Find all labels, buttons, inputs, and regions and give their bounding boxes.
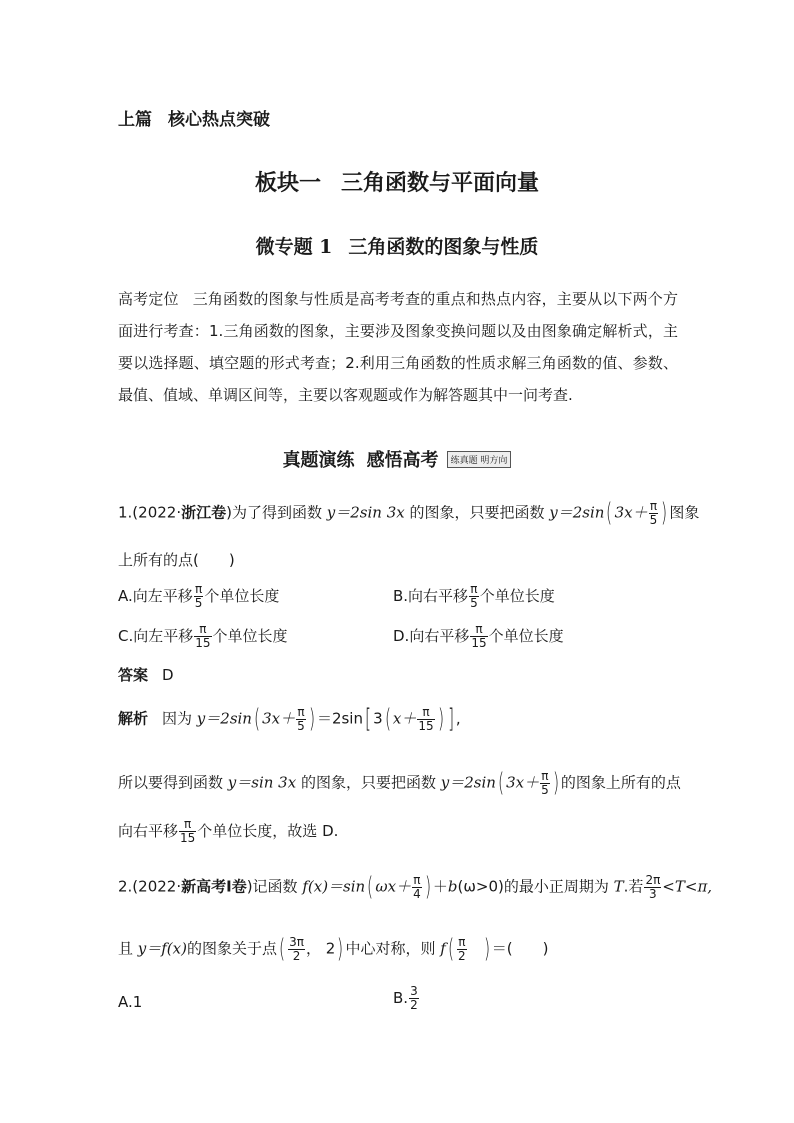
part-label: 上篇: [118, 110, 152, 130]
q1-source: 浙江卷: [181, 503, 227, 522]
answer-label: 答案: [118, 666, 149, 684]
positioning-text: 三角函数的图象与性质是高考考查的重点和热点内容，主要从以下两个方面进行考查：1.三角函数的图象，主要涉及图象变换问题以及由图象确定解析式，主要以选择题、填空题的形式考查；2.利用三角函数的性质求解三角函数的值、参数、最值、值域、单调区间等，主要以客观题或作为解答题其中一问考查.: [118, 290, 678, 404]
analysis-label: 解析: [118, 709, 149, 728]
q1-stem-line1: 1.(2022·浙江卷)为了得到函数 y＝2sin 3x 的图象，只要把函数 y＝2sin( 3x＋ $\frac{\pi}{5}$ ) 图象: [118, 498, 700, 528]
q1-option-d: D.向右平移 $\frac{\pi}{15}$ 个单位长度: [393, 622, 564, 650]
answer-value: D: [162, 666, 174, 684]
q1-option-b: B.向右平移 $\frac{\pi}{5}$ 个单位长度: [393, 582, 555, 610]
part-title: 核心热点突破: [168, 110, 270, 130]
q1-option-c: C.向左平移 $\frac{\pi}{15}$ 个单位长度: [118, 622, 288, 650]
q1-option-a: A.向左平移 $\frac{\pi}{5}$ 个单位长度: [118, 582, 280, 610]
topic-label: 微专题 1: [255, 236, 333, 258]
banner-main-b: 感悟高考: [366, 450, 439, 471]
topic-title: [0, 232, 794, 259]
q1-fn1: y＝2sin 3x: [326, 503, 405, 522]
q1-analysis-line2: 所以要得到函数 y＝sin 3x 的图象，只要把函数 y＝2sin( 3x＋ $\frac{\pi}{5}$ ) 的图象上所有的点: [118, 768, 681, 798]
exam-positioning: [118, 283, 678, 411]
q1-analysis-line3: 向右平移 $\frac{\pi}{15}$ 个单位长度，故选 D.: [118, 817, 339, 845]
section-banner: [0, 446, 794, 472]
block-name: 三角函数与平面向量: [341, 171, 540, 196]
q2-source: 新高考Ⅰ卷: [181, 877, 247, 896]
q1-answer: [118, 664, 174, 685]
q1-prefix: 1.(2022·: [118, 503, 182, 522]
topic-name: 三角函数的图象与性质: [348, 236, 539, 258]
positioning-lead: 高考定位: [118, 290, 179, 308]
q2-prefix: 2.(2022·: [118, 877, 182, 896]
q1-stem-b: 的图象，只要把函数: [404, 503, 550, 522]
banner-tag: 练真题 明方向: [447, 451, 512, 468]
q2-option-a: A.1: [118, 993, 143, 1011]
q1-fn2-inner: 3x＋: [614, 503, 648, 522]
q1-stem-d: 上所有的点( ): [118, 551, 235, 569]
q1-fn2: y＝2sin: [549, 503, 605, 522]
q1-stem-line2: [118, 549, 235, 570]
block-label: 板块一: [254, 171, 321, 196]
q1-stem-a: )为了得到函数: [226, 503, 327, 522]
q2-stem-line2: 且 y＝f(x)的图象关于点( $\frac{3\pi}{2}$ ， 2) 中心对称，则 f( $\frac{\pi}{2}$ ) ＝( ): [118, 934, 549, 964]
banner-main-a: 真题演练: [282, 450, 355, 471]
q2-option-b: B. $\frac{3}{2}$: [393, 984, 418, 1012]
q1-fraction: $\frac{\pi}{5}$: [649, 498, 658, 527]
part-heading: [118, 105, 270, 130]
q2-stem-line1: 2.(2022·新高考Ⅰ卷)记函数 f(x)＝sin( ωx＋ $\frac{\pi}{4}$ ) ＋b(ω>0)的最小正周期为 T.若 $\frac{2\pi}{3}$ <T<π,: [118, 872, 713, 902]
block-title: [0, 166, 794, 197]
q1-stem-c: 图象: [669, 503, 700, 522]
q1-analysis-line1: 解析 因为 y＝2sin( 3x＋ $\frac{\pi}{5}$ ) ＝2sin[ 3( x＋ $\frac{\pi}{15}$ ) ] ,: [118, 704, 461, 734]
